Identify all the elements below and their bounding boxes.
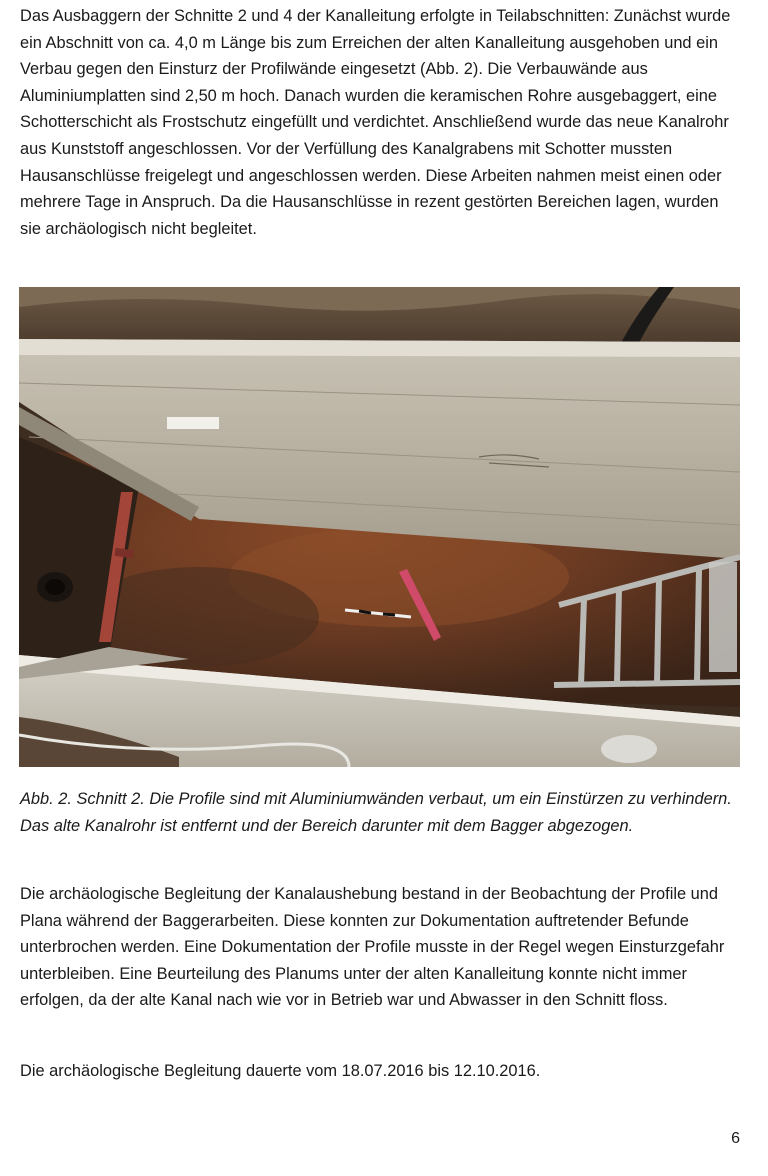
intro-paragraph: Das Ausbaggern der Schnitte 2 und 4 der Kanalleitung erfolgte in Teilabschnitten: Zunächst wurde ein Abschnitt von ca. 4,0 m Länge bis zum Erreichen der alten Kanalleitung ausgehoben und ein Verbau gegen den Einsturz der Profilwände eingesetzt (Abb. 2). Die Verbauwände aus Aluminiumplatten sind 2,50 m hoch. Danach wurden die keramischen Rohre ausgebaggert, eine Schotterschicht als Frostschutz eingefüllt und verdichtet. Anschließend wurde das neue Kanalrohr aus Kunststoff angeschlossen. Vor der Verfüllung des Kanalgrabens mit Schotter mussten Hausanschlüsse freigelegt und angeschlossen werden. Diese Arbeiten nahmen meist einen oder mehrere Tage in Anspruch. Da die Hausanschlüsse in rezent gestörten Bereichen lagen, wurden sie archäologisch nicht begleitet. [20, 7, 731, 238]
dauer-paragraph: Die archäologische Begleitung dauerte vom 18.07.2016 bis 12.10.2016. [20, 1062, 541, 1080]
figure-caption: Abb. 2. Schnitt 2. Die Profile sind mit Aluminiumwänden verbaut, um ein Einstürzen zu verhindern. Das alte Kanalrohr ist entfernt und der Bereich darunter mit dem Bagger abgezogen. [20, 790, 732, 835]
begleitung-paragraph: Die archäologische Begleitung der Kanalaushebung bestand in der Beobachtung der Profile und Plana während der Baggerarbeiten. Diese konnten zur Dokumentation auftretender Befunde unterbrochen werden. Eine Dokumentation der Profile musste in der Regel wegen Einsturzgefahr unterbleiben. Eine Beurteilung des Planums unter der alten Kanalleitung konnte nicht immer erfolgen, da der alte Kanal nach wie vor in Betrieb war und Abwasser in den Schnitt floss. [20, 885, 725, 1010]
page-number: 6 [731, 1130, 740, 1147]
excavation-trench-photo [19, 287, 740, 767]
